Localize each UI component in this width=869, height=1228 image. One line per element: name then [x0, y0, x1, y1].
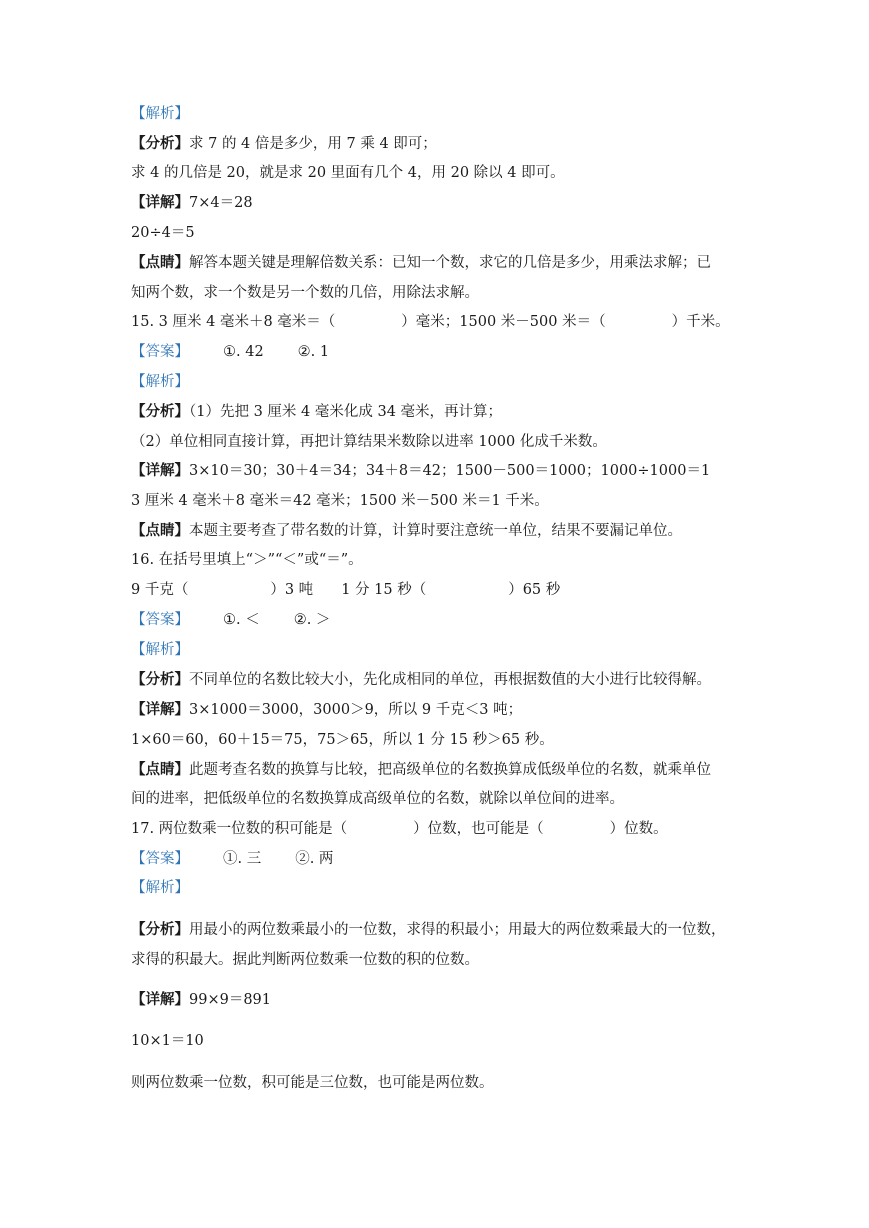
q16-item2-b: ）65 秒: [508, 582, 561, 598]
q15-answer-1: ①. 42: [223, 344, 264, 360]
q15-answer-2: ②. 1: [297, 344, 330, 360]
q15-detail-line: [131, 461, 710, 481]
q15-detail-text: 3×10＝30；30＋4＝34；34＋8＝42；1500－500＝1000；1000÷1000＝1: [189, 463, 711, 479]
q15-part3: ）千米。: [671, 314, 730, 330]
q15-part2: ）毫米；1500 米－500 米＝（: [401, 314, 606, 330]
jiexi-label: 【解析】: [131, 642, 189, 658]
q17-answer-2: ②. 两: [295, 851, 334, 867]
q17-answer-1: ①. 三: [223, 851, 262, 867]
q17-analysis-text-2: 求得的积最大。据此判断两位数乘一位数的积的位数。: [131, 952, 479, 968]
daan-label: 【答案】: [131, 344, 189, 360]
q15-answer-line: [131, 342, 329, 362]
jiexi-label: 【解析】: [131, 106, 189, 122]
daan-label: 【答案】: [131, 851, 189, 867]
analysis-line: [131, 134, 437, 154]
q16-items: [131, 580, 560, 600]
jiexi-label: 【解析】: [131, 374, 189, 390]
q15-part1: 15. 3 厘米 4 毫米＋8 毫米＝（: [131, 314, 336, 330]
q16-analysis-text: 不同单位的名数比较大小，先化成相同的单位，再根据数值的大小进行比较得解。: [189, 672, 711, 688]
question-17: [131, 819, 668, 839]
detail-text-2: 20÷4＝5: [131, 225, 195, 241]
q15-analysis-text: （1）先把 3 厘米 4 毫米化成 34 毫米，再计算；: [189, 404, 503, 420]
daan-label: 【答案】: [131, 612, 189, 628]
q17-conclusion: 则两位数乘一位数，积可能是三位数，也可能是两位数。: [131, 1075, 494, 1091]
q15-comment-line: [131, 521, 682, 541]
analysis-text: 求 7 的 4 倍是多少，用 7 乘 4 即可；: [189, 136, 437, 152]
q15-analysis-text-2: （2）单位相同直接计算，再把计算结果米数除以进率 1000 化成千米数。: [131, 434, 607, 450]
dianjing-tag: 【点睛】: [131, 522, 189, 539]
jiexi-label: 【解析】: [131, 880, 189, 896]
q16-item1-b: ）3 吨: [270, 582, 314, 598]
q16-item2-a: 1 分 15 秒（: [341, 582, 427, 598]
dianjing-tag: 【点睛】: [131, 761, 189, 778]
xiangjie-tag: 【详解】: [131, 701, 189, 718]
q15-analysis-line: [131, 402, 502, 422]
q16-analysis-line: [131, 670, 711, 690]
xiangjie-tag: 【详解】: [131, 991, 189, 1008]
fenxi-tag: 【分析】: [131, 135, 189, 152]
q16-comment-text: 此题考查名数的换算与比较，把高级单位的名数换算成低级单位的名数，就乘单位: [189, 762, 711, 778]
q16-detail-line: [131, 700, 522, 720]
q16-comment-text-2: 间的进率，把低级单位的名数换算成高级单位的名数，就除以单位间的进率。: [131, 791, 624, 807]
q15-comment-text: 本题主要考查了带名数的计算，计算时要注意统一单位，结果不要漏记单位。: [189, 523, 682, 539]
question-15: [131, 312, 730, 332]
q16-comment-line: [131, 760, 711, 780]
detail-text: 7×4＝28: [189, 195, 253, 211]
q17-analysis-line: [131, 920, 726, 940]
dianjing-tag: 【点睛】: [131, 254, 189, 271]
q16-item1-a: 9 千克（: [131, 582, 189, 598]
q16-answer-1: ①. ＜: [223, 612, 260, 628]
fenxi-tag: 【分析】: [131, 671, 189, 688]
xiangjie-tag: 【详解】: [131, 462, 189, 479]
q16-detail-text: 3×1000＝3000，3000＞9，所以 9 千克＜3 吨；: [189, 702, 523, 718]
xiangjie-tag: 【详解】: [131, 194, 189, 211]
q17-detail-line: [131, 990, 271, 1010]
q17-answer-line: [131, 849, 333, 869]
q17-part1: 17. 两位数乘一位数的积可能是（: [131, 821, 348, 837]
q15-detail-text-2: 3 厘米 4 毫米＋8 毫米＝42 毫米；1500 米－500 米＝1 千米。: [131, 493, 549, 509]
q17-part3: ）位数。: [609, 821, 668, 837]
question-16: 16. 在括号里填上“＞”“＜”或“＝”。: [131, 552, 363, 568]
detail-line: [131, 193, 253, 213]
comment-text-2: 知两个数，求一个数是另一个数的几倍，用除法求解。: [131, 285, 479, 301]
comment-line: [131, 253, 711, 273]
q16-answer-2: ②. ＞: [293, 612, 331, 628]
comment-text: 解答本题关键是理解倍数关系：已知一个数，求它的几倍是多少，用乘法求解；已: [189, 255, 711, 271]
fenxi-tag: 【分析】: [131, 403, 189, 420]
q17-detail-text: 99×9＝891: [189, 992, 272, 1008]
q16-answer-line: [131, 610, 330, 630]
analysis-text-2: 求 4 的几倍是 20，就是求 20 里面有几个 4，用 20 除以 4 即可。: [131, 165, 565, 181]
q16-detail-text-2: 1×60＝60，60＋15＝75，75＞65，所以 1 分 15 秒＞65 秒。: [131, 732, 554, 748]
q17-analysis-text: 用最小的两位数乘最小的一位数，求得的积最小；用最大的两位数乘最大的一位数，: [189, 922, 726, 938]
q17-part2: ）位数，也可能是（: [413, 821, 544, 837]
fenxi-tag: 【分析】: [131, 921, 189, 938]
q17-detail-text-2: 10×1＝10: [131, 1033, 204, 1049]
